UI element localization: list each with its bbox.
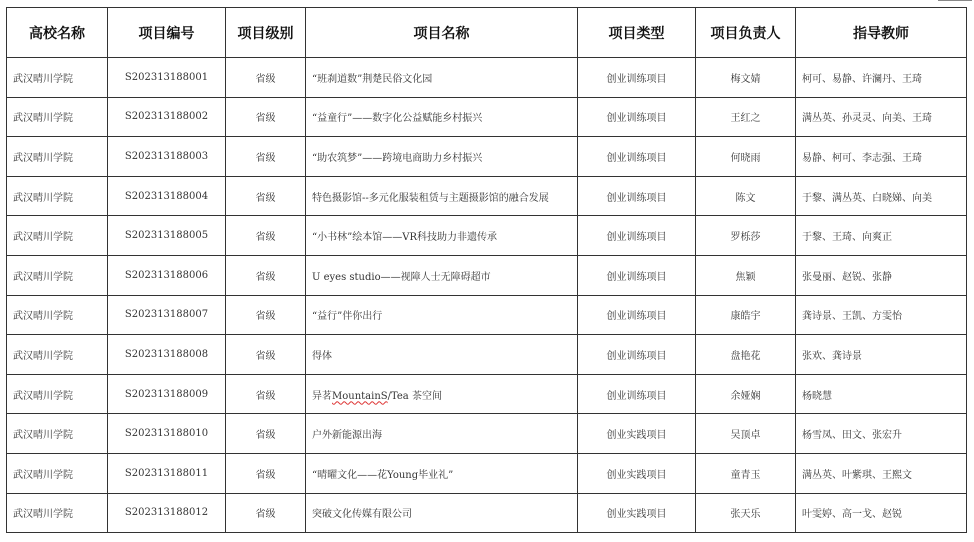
cell-university: 武汉晴川学院 bbox=[7, 58, 108, 98]
cell-project-name: “班刹道数”荆楚民俗文化园 bbox=[306, 58, 578, 98]
cell-project-type: 创业训练项目 bbox=[578, 335, 696, 375]
cell-advisors: 满丛英、叶紫琪、王熙文 bbox=[796, 453, 967, 493]
cell-advisors: 杨晓慧 bbox=[796, 374, 967, 414]
cell-advisors: 张欢、龚诗景 bbox=[796, 335, 967, 375]
cell-university: 武汉晴川学院 bbox=[7, 295, 108, 335]
cell-project-leader: 张天乐 bbox=[696, 493, 796, 533]
cell-advisors: 满丛英、孙灵灵、向美、王琦 bbox=[796, 97, 967, 137]
cell-project-leader: 罗栎莎 bbox=[696, 216, 796, 256]
header-project-leader: 项目负责人 bbox=[696, 8, 796, 58]
cell-project-name: 突破文化传媒有限公司 bbox=[306, 493, 578, 533]
cell-advisors: 龚诗景、王凯、方雯怡 bbox=[796, 295, 967, 335]
cell-project-type: 创业训练项目 bbox=[578, 374, 696, 414]
cell-project-id: S202313188008 bbox=[108, 335, 226, 375]
cell-advisors: 张曼丽、赵锐、张静 bbox=[796, 255, 967, 295]
cell-project-level: 省级 bbox=[226, 335, 306, 375]
table-row bbox=[7, 453, 967, 493]
cell-project-id: S202313188002 bbox=[108, 97, 226, 137]
cell-project-id: S202313188004 bbox=[108, 176, 226, 216]
cell-project-leader: 童青玉 bbox=[696, 453, 796, 493]
table-row bbox=[7, 295, 967, 335]
header-university: 高校名称 bbox=[7, 8, 108, 58]
cell-advisors: 易静、柯可、李志强、王琦 bbox=[796, 137, 967, 177]
header-project-type: 项目类型 bbox=[578, 8, 696, 58]
cell-project-type: 创业实践项目 bbox=[578, 453, 696, 493]
cell-project-level: 省级 bbox=[226, 176, 306, 216]
table-row bbox=[7, 335, 967, 375]
cell-project-type: 创业训练项目 bbox=[578, 97, 696, 137]
cell-project-level: 省级 bbox=[226, 493, 306, 533]
project-table bbox=[6, 7, 967, 533]
cell-university: 武汉晴川学院 bbox=[7, 255, 108, 295]
cell-project-leader: 吴顶卓 bbox=[696, 414, 796, 454]
cell-project-id: S202313188003 bbox=[108, 137, 226, 177]
cell-project-leader: 王红之 bbox=[696, 97, 796, 137]
cell-project-type: 创业实践项目 bbox=[578, 493, 696, 533]
table-row bbox=[7, 414, 967, 454]
header-project-id: 项目编号 bbox=[108, 8, 226, 58]
cell-project-leader: 焦颖 bbox=[696, 255, 796, 295]
cell-project-leader: 盘艳花 bbox=[696, 335, 796, 375]
table-row bbox=[7, 137, 967, 177]
header-project-name: 项目名称 bbox=[306, 8, 578, 58]
table-row bbox=[7, 176, 967, 216]
table-row bbox=[7, 216, 967, 256]
cell-project-leader: 康皓宇 bbox=[696, 295, 796, 335]
table-row bbox=[7, 374, 967, 414]
cell-university: 武汉晴川学院 bbox=[7, 374, 108, 414]
cell-project-id: S202313188001 bbox=[108, 58, 226, 98]
cell-project-type: 创业训练项目 bbox=[578, 58, 696, 98]
cell-project-level: 省级 bbox=[226, 137, 306, 177]
cell-project-id: S202313188005 bbox=[108, 216, 226, 256]
cell-project-type: 创业实践项目 bbox=[578, 414, 696, 454]
header-project-level: 项目级别 bbox=[226, 8, 306, 58]
cell-advisors: 柯可、易静、许澜丹、王琦 bbox=[796, 58, 967, 98]
cell-project-name: U eyes studio——视障人士无障碍超市 bbox=[306, 255, 578, 295]
cell-project-leader: 梅文婧 bbox=[696, 58, 796, 98]
cell-project-name: “益童行”——数字化公益赋能乡村振兴 bbox=[306, 97, 578, 137]
cell-project-type: 创业训练项目 bbox=[578, 176, 696, 216]
cell-project-id: S202313188009 bbox=[108, 374, 226, 414]
cell-project-name: “晴曜文化——花Young毕业礼” bbox=[306, 453, 578, 493]
cell-project-id: S202313188006 bbox=[108, 255, 226, 295]
cell-project-type: 创业训练项目 bbox=[578, 137, 696, 177]
cell-project-name: 异茗MountainS/Tea 茶空间 bbox=[306, 374, 578, 414]
cell-project-name: “益行”伴你出行 bbox=[306, 295, 578, 335]
cell-university: 武汉晴川学院 bbox=[7, 176, 108, 216]
cell-project-id: S202313188007 bbox=[108, 295, 226, 335]
cell-project-name: 得体 bbox=[306, 335, 578, 375]
cell-advisors: 于黎、满丛英、白晓娣、向美 bbox=[796, 176, 967, 216]
cell-project-id: S202313188012 bbox=[108, 493, 226, 533]
cell-project-level: 省级 bbox=[226, 97, 306, 137]
cell-project-id: S202313188011 bbox=[108, 453, 226, 493]
spellcheck-flagged-word: MountainS bbox=[332, 390, 388, 402]
cell-project-level: 省级 bbox=[226, 374, 306, 414]
cell-university: 武汉晴川学院 bbox=[7, 216, 108, 256]
header-advisors: 指导教师 bbox=[796, 8, 967, 58]
table-row bbox=[7, 255, 967, 295]
cell-project-name: “小书林”绘本馆——VR科技助力非遗传承 bbox=[306, 216, 578, 256]
cell-university: 武汉晴川学院 bbox=[7, 414, 108, 454]
table-body bbox=[7, 58, 967, 533]
table-row bbox=[7, 97, 967, 137]
cell-project-type: 创业训练项目 bbox=[578, 216, 696, 256]
cell-project-leader: 余娅娴 bbox=[696, 374, 796, 414]
cell-project-id: S202313188010 bbox=[108, 414, 226, 454]
cell-project-level: 省级 bbox=[226, 216, 306, 256]
cell-project-name: “助农筑梦”——跨境电商助力乡村振兴 bbox=[306, 137, 578, 177]
table-row bbox=[7, 58, 967, 98]
cell-project-name: 户外新能源出海 bbox=[306, 414, 578, 454]
cell-university: 武汉晴川学院 bbox=[7, 137, 108, 177]
top-border-line bbox=[938, 0, 972, 1]
table-row bbox=[7, 493, 967, 533]
cell-university: 武汉晴川学院 bbox=[7, 453, 108, 493]
cell-project-type: 创业训练项目 bbox=[578, 295, 696, 335]
cell-advisors: 杨雪凤、田文、张宏升 bbox=[796, 414, 967, 454]
cell-project-leader: 何晓雨 bbox=[696, 137, 796, 177]
cell-project-level: 省级 bbox=[226, 414, 306, 454]
cell-project-level: 省级 bbox=[226, 58, 306, 98]
header-row bbox=[7, 8, 967, 58]
cell-project-level: 省级 bbox=[226, 295, 306, 335]
cell-university: 武汉晴川学院 bbox=[7, 335, 108, 375]
cell-advisors: 叶雯婷、高一戈、赵锐 bbox=[796, 493, 967, 533]
cell-project-level: 省级 bbox=[226, 453, 306, 493]
cell-project-level: 省级 bbox=[226, 255, 306, 295]
cell-university: 武汉晴川学院 bbox=[7, 97, 108, 137]
cell-university: 武汉晴川学院 bbox=[7, 493, 108, 533]
cell-project-leader: 陈文 bbox=[696, 176, 796, 216]
cell-project-name: 特色摄影馆--多元化服装租赁与主题摄影馆的融合发展 bbox=[306, 176, 578, 216]
cell-advisors: 于黎、王琦、向爽正 bbox=[796, 216, 967, 256]
cell-project-type: 创业训练项目 bbox=[578, 255, 696, 295]
